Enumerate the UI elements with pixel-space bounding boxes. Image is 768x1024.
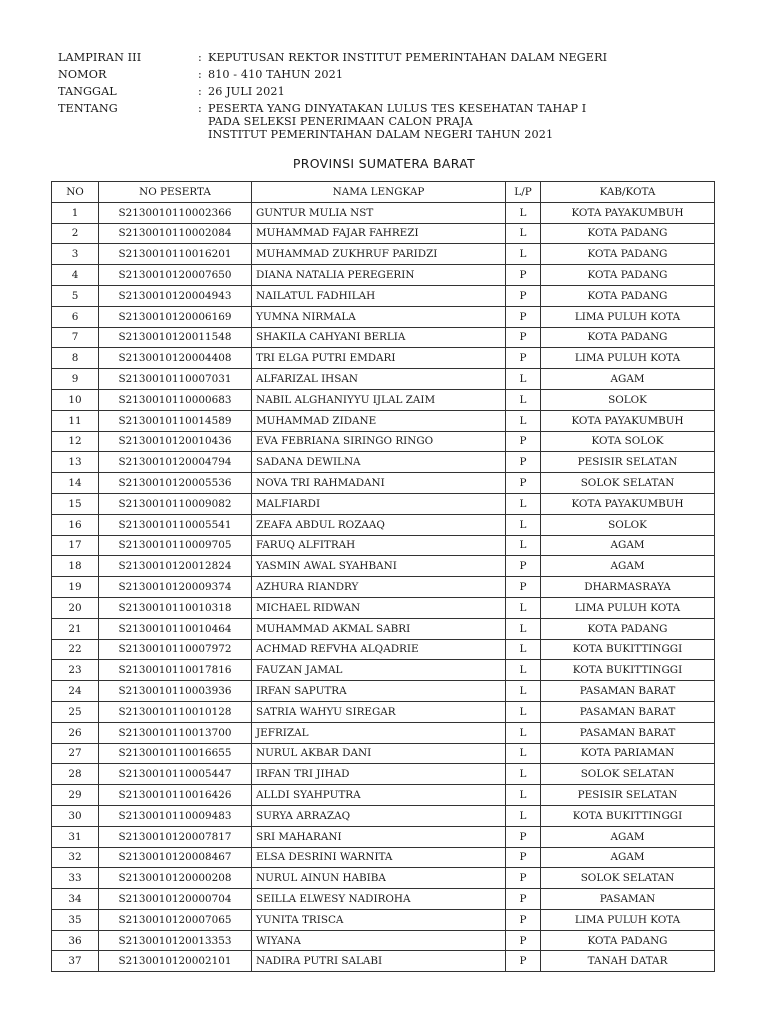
cell-no: 37: [52, 951, 99, 972]
header-label: LAMPIRAN III: [58, 51, 142, 64]
cell-no: 12: [52, 431, 99, 452]
cell-no: 14: [52, 473, 99, 494]
cell-no-peserta: S2130010110010318: [99, 597, 252, 618]
cell-lp: L: [506, 722, 541, 743]
cell-kab-kota: PASAMAN BARAT: [541, 701, 715, 722]
cell-no-peserta: S2130010110010464: [99, 618, 252, 639]
table-row: [52, 389, 715, 410]
table-row: [52, 889, 715, 910]
cell-no: 16: [52, 514, 99, 535]
cell-kab-kota: AGAM: [541, 826, 715, 847]
table-row: [52, 868, 715, 889]
cell-nama-lengkap: WIYANA: [252, 930, 506, 951]
cell-kab-kota: DHARMASRAYA: [541, 577, 715, 598]
cell-nama-lengkap: SEILLA ELWESY NADIROHA: [252, 889, 506, 910]
table-row: [52, 681, 715, 702]
cell-nama-lengkap: NOVA TRI RAHMADANI: [252, 473, 506, 494]
cell-no: 15: [52, 493, 99, 514]
header-value: 810 - 410 TAHUN 2021: [208, 68, 344, 81]
cell-kab-kota: LIMA PULUH KOTA: [541, 348, 715, 369]
cell-no: 31: [52, 826, 99, 847]
cell-lp: P: [506, 306, 541, 327]
cell-no: 13: [52, 452, 99, 473]
cell-kab-kota: KOTA PARIAMAN: [541, 743, 715, 764]
cell-no: 34: [52, 889, 99, 910]
cell-nama-lengkap: NURUL AINUN HABIBA: [252, 868, 506, 889]
header-value: KEPUTUSAN REKTOR INSTITUT PEMERINTAHAN DALAM NEGERI: [208, 51, 608, 64]
cell-nama-lengkap: SADANA DEWILNA: [252, 452, 506, 473]
table-row: [52, 577, 715, 598]
cell-lp: L: [506, 639, 541, 660]
cell-no-peserta: S2130010120010436: [99, 431, 252, 452]
cell-kab-kota: PASAMAN BARAT: [541, 681, 715, 702]
cell-no-peserta: S2130010120000208: [99, 868, 252, 889]
cell-lp: L: [506, 202, 541, 223]
cell-kab-kota: KOTA PADANG: [541, 223, 715, 244]
cell-no: 8: [52, 348, 99, 369]
participant-table: [51, 181, 715, 972]
document-header: [58, 49, 738, 141]
cell-kab-kota: SOLOK: [541, 389, 715, 410]
cell-nama-lengkap: MALFIARDI: [252, 493, 506, 514]
cell-lp: L: [506, 389, 541, 410]
cell-kab-kota: KOTA PAYAKUMBUH: [541, 202, 715, 223]
cell-kab-kota: KOTA PADANG: [541, 285, 715, 306]
cell-no-peserta: S2130010110017816: [99, 660, 252, 681]
table-row: [52, 847, 715, 868]
header-value-line: PADA SELEKSI PENERIMAAN CALON PRAJA: [208, 115, 473, 128]
cell-kab-kota: SOLOK SELATAN: [541, 868, 715, 889]
cell-nama-lengkap: MICHAEL RIDWAN: [252, 597, 506, 618]
cell-nama-lengkap: NADIRA PUTRI SALABI: [252, 951, 506, 972]
cell-lp: L: [506, 701, 541, 722]
cell-nama-lengkap: FARUQ ALFITRAH: [252, 535, 506, 556]
cell-no-peserta: S2130010110016426: [99, 785, 252, 806]
table-row: [52, 597, 715, 618]
header-colon: :: [198, 68, 202, 81]
cell-lp: P: [506, 327, 541, 348]
cell-lp: P: [506, 265, 541, 286]
cell-no: 24: [52, 681, 99, 702]
column-header-nama-lengkap: NAMA LENGKAP: [252, 182, 506, 203]
cell-kab-kota: AGAM: [541, 556, 715, 577]
cell-kab-kota: KOTA BUKITTINGGI: [541, 660, 715, 681]
cell-no: 9: [52, 369, 99, 390]
cell-lp: L: [506, 514, 541, 535]
cell-kab-kota: LIMA PULUH KOTA: [541, 306, 715, 327]
cell-no: 29: [52, 785, 99, 806]
header-row-nomor: [58, 66, 738, 83]
header-value: [208, 102, 738, 141]
cell-nama-lengkap: MUHAMMAD ZUKHRUF PARIDZI: [252, 244, 506, 265]
cell-nama-lengkap: YUMNA NIRMALA: [252, 306, 506, 327]
cell-no-peserta: S2130010110003936: [99, 681, 252, 702]
cell-lp: P: [506, 909, 541, 930]
cell-nama-lengkap: NAILATUL FADHILAH: [252, 285, 506, 306]
cell-nama-lengkap: SURYA ARRAZAQ: [252, 805, 506, 826]
header-colon: :: [198, 51, 202, 64]
table-body: [52, 202, 715, 971]
cell-no-peserta: S2130010120011548: [99, 327, 252, 348]
table-row: [52, 327, 715, 348]
cell-lp: P: [506, 431, 541, 452]
table-row: [52, 265, 715, 286]
cell-no: 21: [52, 618, 99, 639]
table-row: [52, 223, 715, 244]
cell-no: 22: [52, 639, 99, 660]
table-row: [52, 535, 715, 556]
header-value-line: INSTITUT PEMERINTAHAN DALAM NEGERI TAHUN 2021: [208, 128, 554, 141]
cell-kab-kota: KOTA PADANG: [541, 618, 715, 639]
table-row: [52, 743, 715, 764]
cell-no-peserta: S2130010120008467: [99, 847, 252, 868]
cell-kab-kota: LIMA PULUH KOTA: [541, 597, 715, 618]
cell-lp: L: [506, 743, 541, 764]
cell-no-peserta: S2130010120007065: [99, 909, 252, 930]
table-row: [52, 473, 715, 494]
table-row: [52, 410, 715, 431]
cell-nama-lengkap: NABIL ALGHANIYYU IJLAL ZAIM: [252, 389, 506, 410]
table-row: [52, 348, 715, 369]
cell-no-peserta: S2130010120007650: [99, 265, 252, 286]
cell-no: 1: [52, 202, 99, 223]
header-row-lampiran: [58, 49, 738, 66]
cell-kab-kota: KOTA SOLOK: [541, 431, 715, 452]
cell-lp: P: [506, 285, 541, 306]
cell-nama-lengkap: EVA FEBRIANA SIRINGO RINGO: [252, 431, 506, 452]
cell-kab-kota: KOTA PADANG: [541, 265, 715, 286]
cell-nama-lengkap: NURUL AKBAR DANI: [252, 743, 506, 764]
cell-nama-lengkap: SRI MAHARANI: [252, 826, 506, 847]
table-row: [52, 951, 715, 972]
cell-no: 35: [52, 909, 99, 930]
cell-no: 26: [52, 722, 99, 743]
cell-lp: P: [506, 889, 541, 910]
cell-lp: P: [506, 930, 541, 951]
cell-nama-lengkap: TRI ELGA PUTRI EMDARI: [252, 348, 506, 369]
cell-no-peserta: S2130010110007972: [99, 639, 252, 660]
cell-kab-kota: KOTA PAYAKUMBUH: [541, 493, 715, 514]
cell-no: 6: [52, 306, 99, 327]
cell-lp: P: [506, 951, 541, 972]
cell-no: 18: [52, 556, 99, 577]
cell-no: 2: [52, 223, 99, 244]
cell-no-peserta: S2130010110010128: [99, 701, 252, 722]
table-row: [52, 285, 715, 306]
table-row: [52, 639, 715, 660]
table-row: [52, 452, 715, 473]
cell-lp: L: [506, 493, 541, 514]
table-row: [52, 701, 715, 722]
cell-no-peserta: S2130010110005447: [99, 764, 252, 785]
cell-nama-lengkap: MUHAMMAD FAJAR FAHREZI: [252, 223, 506, 244]
cell-lp: L: [506, 764, 541, 785]
table-row: [52, 306, 715, 327]
cell-lp: P: [506, 847, 541, 868]
cell-no-peserta: S2130010120002101: [99, 951, 252, 972]
cell-nama-lengkap: ACHMAD REFVHA ALQADRIE: [252, 639, 506, 660]
cell-kab-kota: LIMA PULUH KOTA: [541, 909, 715, 930]
cell-nama-lengkap: ALLDI SYAHPUTRA: [252, 785, 506, 806]
cell-no: 3: [52, 244, 99, 265]
column-header-kab-kota: KAB/KOTA: [541, 182, 715, 203]
cell-nama-lengkap: SHAKILA CAHYANI BERLIA: [252, 327, 506, 348]
cell-kab-kota: AGAM: [541, 847, 715, 868]
cell-lp: P: [506, 826, 541, 847]
table-row: [52, 514, 715, 535]
cell-lp: P: [506, 348, 541, 369]
table-row: [52, 805, 715, 826]
cell-no-peserta: S2130010110002084: [99, 223, 252, 244]
table-row: [52, 431, 715, 452]
cell-no: 25: [52, 701, 99, 722]
cell-kab-kota: SOLOK SELATAN: [541, 764, 715, 785]
cell-kab-kota: TANAH DATAR: [541, 951, 715, 972]
cell-no-peserta: S2130010110009483: [99, 805, 252, 826]
cell-kab-kota: AGAM: [541, 535, 715, 556]
header-colon: :: [198, 102, 202, 115]
cell-lp: P: [506, 868, 541, 889]
cell-lp: L: [506, 369, 541, 390]
cell-no-peserta: S2130010110007031: [99, 369, 252, 390]
cell-lp: L: [506, 681, 541, 702]
cell-nama-lengkap: ELSA DESRINI WARNITA: [252, 847, 506, 868]
cell-lp: L: [506, 660, 541, 681]
cell-no: 30: [52, 805, 99, 826]
cell-lp: L: [506, 597, 541, 618]
cell-no-peserta: S2130010120004408: [99, 348, 252, 369]
cell-nama-lengkap: DIANA NATALIA PEREGERIN: [252, 265, 506, 286]
table-header-row: [52, 182, 715, 203]
cell-nama-lengkap: GUNTUR MULIA NST: [252, 202, 506, 223]
cell-no-peserta: S2130010120012824: [99, 556, 252, 577]
cell-no: 5: [52, 285, 99, 306]
table-row: [52, 785, 715, 806]
header-label: TANGGAL: [58, 85, 117, 98]
cell-nama-lengkap: FAUZAN JAMAL: [252, 660, 506, 681]
cell-kab-kota: KOTA PADANG: [541, 930, 715, 951]
cell-nama-lengkap: ALFARIZAL IHSAN: [252, 369, 506, 390]
cell-lp: P: [506, 473, 541, 494]
cell-no: 23: [52, 660, 99, 681]
table-row: [52, 826, 715, 847]
header-label: TENTANG: [58, 102, 118, 115]
header-row-tentang: [58, 102, 738, 141]
cell-nama-lengkap: SATRIA WAHYU SIREGAR: [252, 701, 506, 722]
cell-nama-lengkap: IRFAN SAPUTRA: [252, 681, 506, 702]
cell-lp: L: [506, 410, 541, 431]
cell-kab-kota: KOTA PADANG: [541, 244, 715, 265]
cell-no: 28: [52, 764, 99, 785]
cell-no-peserta: S2130010110016655: [99, 743, 252, 764]
cell-kab-kota: PESISIR SELATAN: [541, 452, 715, 473]
cell-lp: P: [506, 452, 541, 473]
cell-lp: L: [506, 535, 541, 556]
cell-nama-lengkap: YASMIN AWAL SYAHBANI: [252, 556, 506, 577]
cell-no-peserta: S2130010110016201: [99, 244, 252, 265]
cell-kab-kota: PESISIR SELATAN: [541, 785, 715, 806]
cell-no-peserta: S2130010110014589: [99, 410, 252, 431]
cell-no-peserta: S2130010110002366: [99, 202, 252, 223]
cell-lp: L: [506, 785, 541, 806]
header-value: 26 JULI 2021: [208, 85, 285, 98]
table-row: [52, 930, 715, 951]
cell-lp: L: [506, 618, 541, 639]
cell-nama-lengkap: MUHAMMAD ZIDANE: [252, 410, 506, 431]
table-row: [52, 764, 715, 785]
cell-nama-lengkap: MUHAMMAD AKMAL SABRI: [252, 618, 506, 639]
cell-no: 36: [52, 930, 99, 951]
cell-no-peserta: S2130010110009705: [99, 535, 252, 556]
cell-kab-kota: KOTA PADANG: [541, 327, 715, 348]
table-row: [52, 660, 715, 681]
cell-nama-lengkap: AZHURA RIANDRY: [252, 577, 506, 598]
cell-no-peserta: S2130010120006169: [99, 306, 252, 327]
cell-kab-kota: AGAM: [541, 369, 715, 390]
table-row: [52, 618, 715, 639]
cell-no: 7: [52, 327, 99, 348]
cell-no: 19: [52, 577, 99, 598]
cell-kab-kota: KOTA BUKITTINGGI: [541, 805, 715, 826]
table-row: [52, 244, 715, 265]
cell-kab-kota: KOTA BUKITTINGGI: [541, 639, 715, 660]
cell-no: 20: [52, 597, 99, 618]
cell-no-peserta: S2130010110013700: [99, 722, 252, 743]
cell-no: 17: [52, 535, 99, 556]
column-header-no: NO: [52, 182, 99, 203]
table-row: [52, 556, 715, 577]
cell-kab-kota: PASAMAN: [541, 889, 715, 910]
table-row: [52, 202, 715, 223]
cell-lp: P: [506, 577, 541, 598]
cell-kab-kota: SOLOK SELATAN: [541, 473, 715, 494]
cell-no-peserta: S2130010120009374: [99, 577, 252, 598]
column-header-lp: L/P: [506, 182, 541, 203]
cell-no: 33: [52, 868, 99, 889]
header-value-line: PESERTA YANG DINYATAKAN LULUS TES KESEHATAN TAHAP I: [208, 102, 587, 115]
cell-lp: L: [506, 805, 541, 826]
cell-no: 27: [52, 743, 99, 764]
cell-kab-kota: PASAMAN BARAT: [541, 722, 715, 743]
cell-lp: L: [506, 244, 541, 265]
province-title: PROVINSI SUMATERA BARAT: [292, 156, 476, 171]
cell-nama-lengkap: ZEAFA ABDUL ROZAAQ: [252, 514, 506, 535]
cell-no-peserta: S2130010120013353: [99, 930, 252, 951]
header-colon: :: [198, 85, 202, 98]
cell-lp: L: [506, 223, 541, 244]
cell-no-peserta: S2130010110000683: [99, 389, 252, 410]
cell-kab-kota: SOLOK: [541, 514, 715, 535]
cell-nama-lengkap: JEFRIZAL: [252, 722, 506, 743]
cell-no-peserta: S2130010120000704: [99, 889, 252, 910]
cell-no-peserta: S2130010120007817: [99, 826, 252, 847]
cell-no: 10: [52, 389, 99, 410]
cell-no-peserta: S2130010110005541: [99, 514, 252, 535]
header-label: NOMOR: [58, 68, 107, 81]
cell-no-peserta: S2130010110009082: [99, 493, 252, 514]
cell-no-peserta: S2130010120004794: [99, 452, 252, 473]
cell-no: 11: [52, 410, 99, 431]
cell-no-peserta: S2130010120005536: [99, 473, 252, 494]
table-row: [52, 369, 715, 390]
column-header-no-peserta: NO PESERTA: [99, 182, 252, 203]
table-row: [52, 909, 715, 930]
cell-no: 32: [52, 847, 99, 868]
cell-lp: P: [506, 556, 541, 577]
header-row-tanggal: [58, 83, 738, 100]
cell-nama-lengkap: IRFAN TRI JIHAD: [252, 764, 506, 785]
cell-no-peserta: S2130010120004943: [99, 285, 252, 306]
cell-nama-lengkap: YUNITA TRISCA: [252, 909, 506, 930]
cell-no: 4: [52, 265, 99, 286]
table-row: [52, 493, 715, 514]
cell-kab-kota: KOTA PAYAKUMBUH: [541, 410, 715, 431]
table-row: [52, 722, 715, 743]
